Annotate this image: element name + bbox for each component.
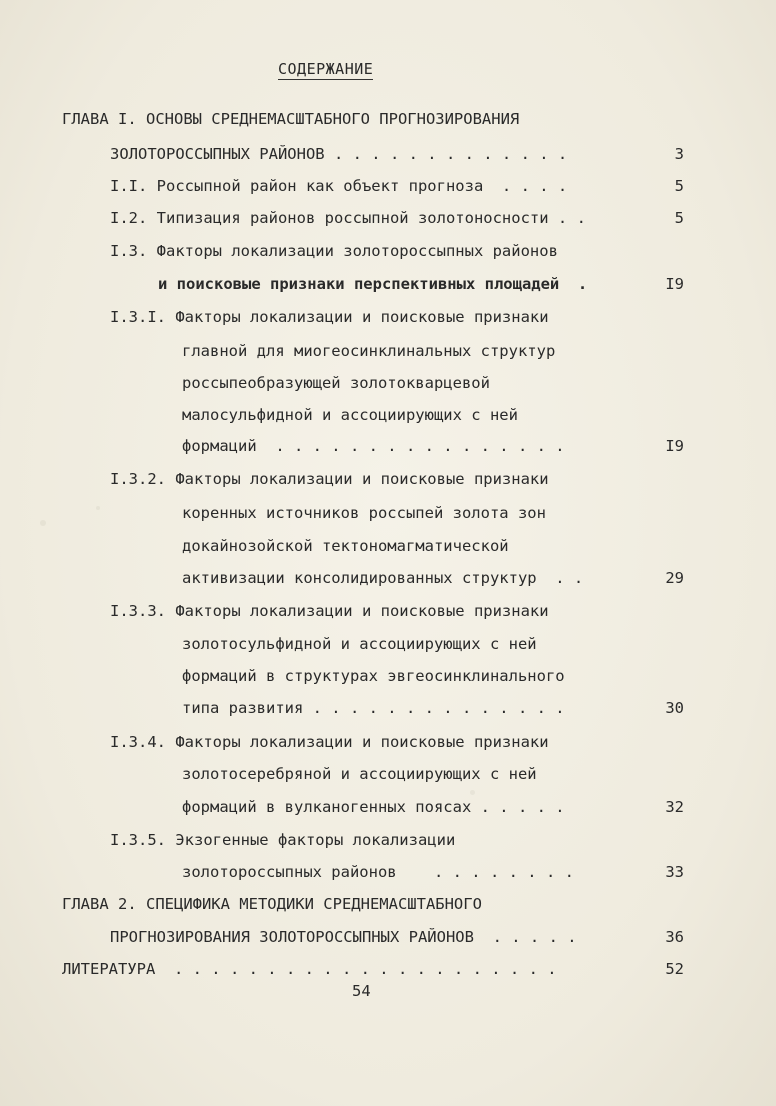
toc-line: I.3.3. Факторы локализации и поисковые признаки [110, 602, 549, 620]
toc-page-number: 5 [674, 209, 684, 227]
toc-line: коренных источников россыпей золота зон [182, 504, 546, 522]
toc-line: россыпеобразующей золотокварцевой [182, 374, 490, 392]
toc-page-number: 32 [665, 798, 684, 816]
page-title: СОДЕРЖАНИЕ [278, 60, 374, 78]
toc-line: и поисковые признаки перспективных площадей . [158, 275, 588, 293]
paper-speck [40, 520, 46, 526]
toc-line: ПРОГНОЗИРОВАНИЯ ЗОЛОТОРОССЫПНЫХ РАЙОНОВ . . . . . [110, 928, 577, 946]
toc-page-number: 29 [665, 569, 684, 587]
toc-line: I.3. Факторы локализации золотороссыпных районов [110, 242, 558, 260]
toc-line: золотосеребряной и ассоциирующих с ней [182, 765, 537, 783]
toc-line: главной для миогеосинклинальных структур [182, 342, 556, 360]
toc-line: типа развития . . . . . . . . . . . . . . [182, 699, 565, 717]
paper-speck [96, 506, 100, 510]
toc-line: формаций в структурах эвгеосинклинального [182, 667, 565, 685]
toc-line: I.2. Типизация районов россыпной золотоносности . . [110, 209, 586, 227]
toc-line: I.3.2. Факторы локализации и поисковые признаки [110, 470, 549, 488]
toc-line: докайнозойской тектономагматической [182, 537, 509, 555]
toc-line: ЛИТЕРАТУРА . . . . . . . . . . . . . . . . . . . . . [62, 960, 557, 978]
toc-page-number: 33 [665, 863, 684, 881]
toc-page-number: 5 [674, 177, 684, 195]
toc-line: ЗОЛОТОРОССЫПНЫХ РАЙОНОВ . . . . . . . . . . . . . [110, 145, 568, 163]
toc-line: I.3.5. Экзогенные факторы локализации [110, 831, 456, 849]
toc-page-number: I9 [665, 275, 684, 293]
toc-line: I.3.I. Факторы локализации и поисковые признаки [110, 308, 549, 326]
page-number: 54 [352, 982, 371, 1000]
toc-line: ГЛАВА I. ОСНОВЫ СРЕДНЕМАСШТАБНОГО ПРОГНОЗИРОВАНИЯ [62, 110, 520, 128]
toc-page-number: 3 [674, 145, 684, 163]
toc-line: активизации консолидированных структур . . [182, 569, 584, 587]
toc-page-number: 36 [665, 928, 684, 946]
toc-line: ГЛАВА 2. СПЕЦИФИКА МЕТОДИКИ СРЕДНЕМАСШТАБНОГО [62, 895, 482, 913]
toc-line: малосульфидной и ассоциирующих с ней [182, 406, 518, 424]
toc-line: формаций . . . . . . . . . . . . . . . . [182, 437, 565, 455]
toc-line: золотосульфидной и ассоциирующих с ней [182, 635, 537, 653]
toc-page-number: 30 [665, 699, 684, 717]
toc-line: формаций в вулканогенных поясах . . . . . [182, 798, 565, 816]
toc-line: золотороссыпных районов . . . . . . . . [182, 863, 574, 881]
toc-page-number: 52 [665, 960, 684, 978]
toc-page-number: I9 [665, 437, 684, 455]
toc-line: I.3.4. Факторы локализации и поисковые признаки [110, 733, 549, 751]
paper-speck [470, 790, 475, 795]
toc-line: I.I. Россыпной район как объект прогноза . . . . [110, 177, 568, 195]
